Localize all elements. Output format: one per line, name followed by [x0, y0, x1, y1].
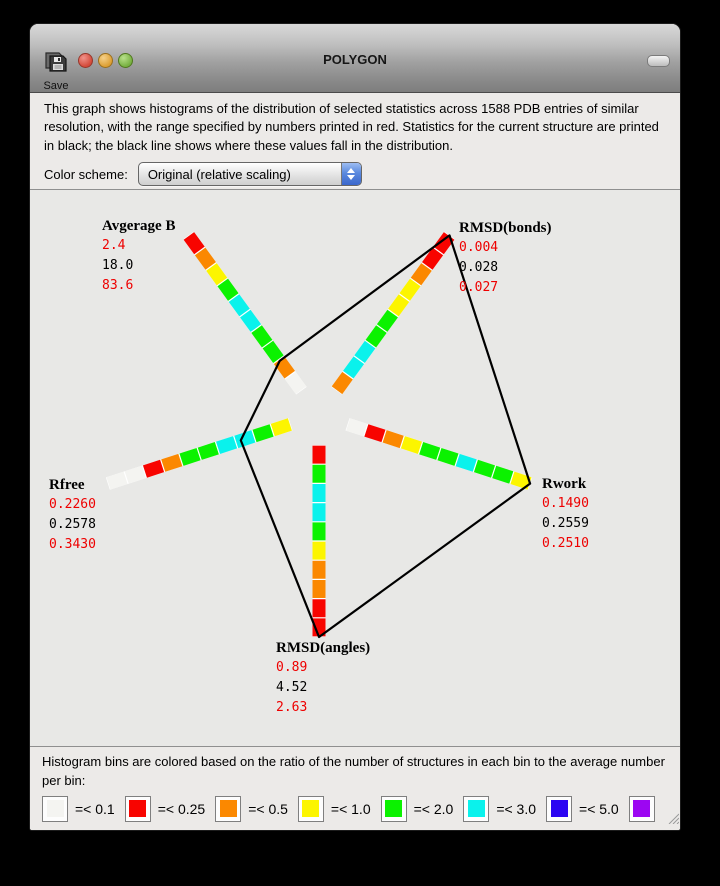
toolbar-toggle-button[interactable]: [647, 55, 670, 67]
histogram-bin-cyan: [234, 298, 245, 313]
axis-current-value: 0.028: [459, 260, 499, 275]
legend-swatch-color: [129, 800, 146, 817]
histogram-bin-green: [181, 454, 198, 460]
resize-grip-icon[interactable]: [666, 811, 679, 829]
legend-swatch-orange: [215, 796, 241, 822]
axis-min-value: 0.1490: [542, 496, 589, 511]
histogram-bin-yellow: [405, 282, 416, 297]
axis-min-value: 2.4: [102, 238, 126, 253]
legend-swatch-color: [385, 800, 402, 817]
axis-min-value: 0.004: [459, 240, 499, 255]
axis-current-value: 4.52: [276, 680, 308, 695]
polygon-plot-panel: [30, 190, 680, 747]
histogram-bin-yellow: [273, 424, 290, 430]
legend-swatch-green: [381, 796, 407, 822]
axis-labels-avgerage-b: [102, 218, 175, 293]
legend-swatch-blue: [546, 796, 572, 822]
histogram-bin-green: [223, 282, 234, 297]
axis-current-value: 0.2578: [49, 517, 96, 532]
histogram-bin-orange: [385, 436, 402, 442]
histogram-bin-yellow: [211, 267, 222, 282]
axis-rmsd-bonds: [337, 235, 450, 390]
histogram-bin-red: [189, 236, 200, 251]
histogram-bin-yellow: [512, 478, 529, 484]
histogram-bin-green: [371, 329, 382, 344]
histogram-bin-cyan: [348, 360, 359, 375]
axis-current-value: 0.2559: [542, 516, 589, 531]
legend-swatch-yellow: [298, 796, 324, 822]
axis-max-value: 0.2510: [542, 536, 589, 551]
legend-bin-label: =< 5.0: [579, 800, 619, 817]
axis-labels-rfree: [49, 477, 96, 552]
axis-name: Rfree: [49, 477, 85, 493]
axis-name: RMSD(bonds): [459, 220, 552, 236]
titlebar[interactable]: [30, 24, 680, 67]
histogram-bin-orange: [337, 376, 348, 391]
legend-swatch-red: [125, 796, 151, 822]
histogram-bin-orange: [416, 267, 427, 282]
polygon-chart: [30, 190, 678, 746]
axis-name: RMSD(angles): [276, 640, 371, 656]
histogram-bin-green: [476, 466, 493, 472]
histogram-bin-green: [421, 448, 438, 454]
axis-max-value: 0.3430: [49, 537, 96, 552]
axis-max-value: 2.63: [276, 700, 308, 715]
histogram-bin-green: [255, 430, 272, 436]
histogram-bin-green: [382, 314, 393, 329]
histogram-bin-cyan: [218, 442, 235, 448]
window-chrome: [30, 24, 680, 93]
axis-current-value: 18.0: [102, 258, 134, 273]
histogram-bin-cyan: [245, 314, 256, 329]
histogram-bin-white: [348, 424, 365, 430]
histogram-bin-white: [127, 472, 144, 478]
axis-labels-rmsd-angles: [276, 640, 370, 715]
axis-name: Avgerage B: [102, 218, 176, 234]
axis-max-value: 83.6: [102, 278, 134, 293]
axis-rwork: [348, 424, 531, 483]
histogram-bin-green: [439, 454, 456, 460]
histogram-bin-cyan: [458, 460, 475, 466]
legend-bin-label: =< 3.0: [496, 800, 537, 817]
legend-swatch-white: [42, 796, 68, 822]
histogram-bin-yellow: [393, 298, 404, 313]
save-icon: [43, 61, 70, 78]
legend-swatch-color: [302, 800, 319, 817]
histogram-bin-orange: [163, 460, 180, 466]
histogram-bin-red: [427, 251, 438, 266]
histogram-bin-cyan: [236, 436, 253, 442]
legend-swatch-color: [468, 800, 485, 817]
histogram-bin-green: [494, 472, 511, 478]
histogram-bin-green: [257, 329, 268, 344]
axis-rfree: [108, 424, 291, 483]
histogram-bin-white: [290, 376, 301, 391]
polygon-window: [30, 24, 680, 830]
legend-panel: [30, 747, 680, 830]
axis-max-value: 0.027: [459, 280, 499, 295]
legend-bin-label: =< 0.1: [75, 800, 115, 817]
histogram-bin-red: [366, 430, 383, 436]
legend-swatch-cyan: [463, 796, 489, 822]
save-button[interactable]: [38, 50, 74, 90]
color-scheme-selected-value: Original (relative scaling): [147, 166, 291, 182]
axis-min-value: 0.89: [276, 660, 308, 675]
legend-swatch-color: [220, 800, 237, 817]
legend-swatch-purple: [629, 796, 655, 822]
histogram-bin-white: [108, 478, 125, 484]
axis-labels-rwork: [542, 476, 589, 551]
histogram-bin-cyan: [360, 345, 371, 360]
window-title: POLYGON: [323, 52, 387, 67]
legend-swatch-color: [47, 800, 64, 817]
legend-bin-label: =< 0.5: [248, 800, 288, 817]
histogram-bin-orange: [279, 360, 290, 375]
legend-swatch-color: [633, 800, 650, 817]
axis-name: Rwork: [542, 476, 587, 492]
axis-avgerage-b: [189, 235, 302, 390]
save-button-label: Save: [43, 80, 69, 92]
description-text: This graph shows histograms of the distribution of selected statistics across 1588 PDB entries of similar resolution, with the range specified by numbers printed in red. Statistics for the current structure are printed in black; the black line shows where these values fall in the distribution.: [44, 101, 659, 153]
histogram-bin-yellow: [403, 442, 420, 448]
legend-row: [42, 796, 668, 822]
legend-bin-label: =< 2.0: [413, 800, 454, 817]
histogram-bin-orange: [200, 251, 211, 266]
legend-swatch-color: [551, 800, 568, 817]
axis-min-value: 0.2260: [49, 497, 96, 512]
histogram-bin-green: [268, 345, 279, 360]
dropdown-stepper-icon: [341, 163, 361, 185]
legend-bin-label: =< 0.25: [157, 800, 206, 817]
legend-caption: Histogram bins are colored based on the ratio of the number of structures in each bin to the average number per bin:: [42, 754, 665, 788]
axis-labels-rmsd-bonds: [459, 220, 552, 295]
description-panel: [30, 93, 680, 190]
histogram-bin-red: [145, 466, 162, 472]
histogram-bin-green: [200, 448, 217, 454]
color-scheme-dropdown[interactable]: [138, 162, 362, 186]
legend-bin-label: =< 1.0: [330, 800, 371, 817]
color-scheme-label: Color scheme:: [44, 166, 128, 182]
